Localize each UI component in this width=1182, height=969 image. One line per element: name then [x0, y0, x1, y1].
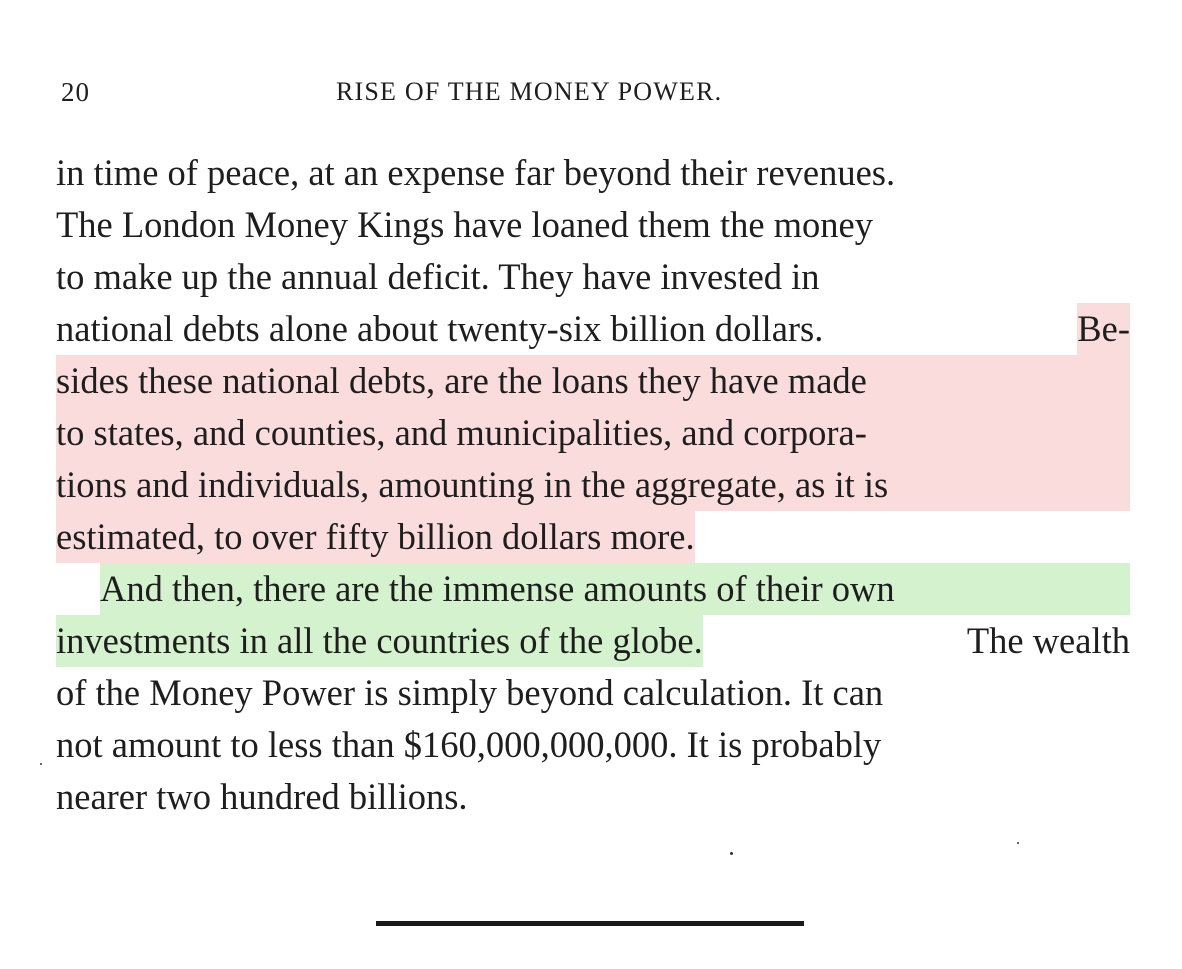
text-line	[56, 251, 1130, 303]
body-text	[56, 147, 1130, 823]
text-line-highlighted-red	[56, 407, 1130, 459]
text-line	[56, 511, 1130, 563]
text-segment: nearer two hundred billions.	[56, 776, 468, 817]
highlighted-text-green: investments in all the countries of the globe.	[56, 615, 703, 667]
text-segment: to make up the annual deficit. They have invested in	[56, 256, 820, 297]
running-title: RISE OF THE MONEY POWER.	[336, 77, 723, 106]
bottom-rule	[376, 921, 804, 926]
print-speck	[730, 852, 733, 855]
text-line	[56, 199, 1130, 251]
text-segment: The wealth	[966, 620, 1130, 661]
text-segment: national debts alone about twenty-six billion dollars.	[56, 308, 824, 349]
text-segment: of the Money Power is simply beyond calculation. It can	[56, 672, 884, 713]
text-line	[56, 303, 1130, 355]
text-line	[56, 719, 1130, 771]
highlighted-text-green: And then, there are the immense amounts of their own	[100, 563, 1130, 615]
text-segment: tions and individuals, amounting in the aggregate, as it is	[56, 464, 889, 505]
text-line-highlighted-red	[56, 355, 1130, 407]
text-line	[56, 615, 1130, 667]
print-speck	[1017, 842, 1019, 844]
text-segment: not amount to less than $160,000,000,000. It is probably	[56, 724, 882, 765]
page-number: 20	[61, 77, 90, 107]
text-line	[56, 771, 1130, 823]
text-line-highlighted-red	[56, 459, 1130, 511]
text-segment: sides these national debts, are the loans they have made	[56, 360, 867, 401]
text-segment: to states, and counties, and municipalities, and corpora-	[56, 412, 867, 453]
text-segment: in time of peace, at an expense far beyond their revenues.	[56, 152, 896, 193]
text-line-paragraph-start	[56, 563, 1130, 615]
highlighted-text-red: Be-	[1077, 303, 1130, 355]
text-segment: The London Money Kings have loaned them the money	[56, 204, 874, 245]
print-speck	[40, 763, 42, 765]
text-line	[56, 147, 1130, 199]
highlighted-text-red: estimated, to over fifty billion dollars more.	[56, 511, 695, 563]
text-line	[56, 667, 1130, 719]
